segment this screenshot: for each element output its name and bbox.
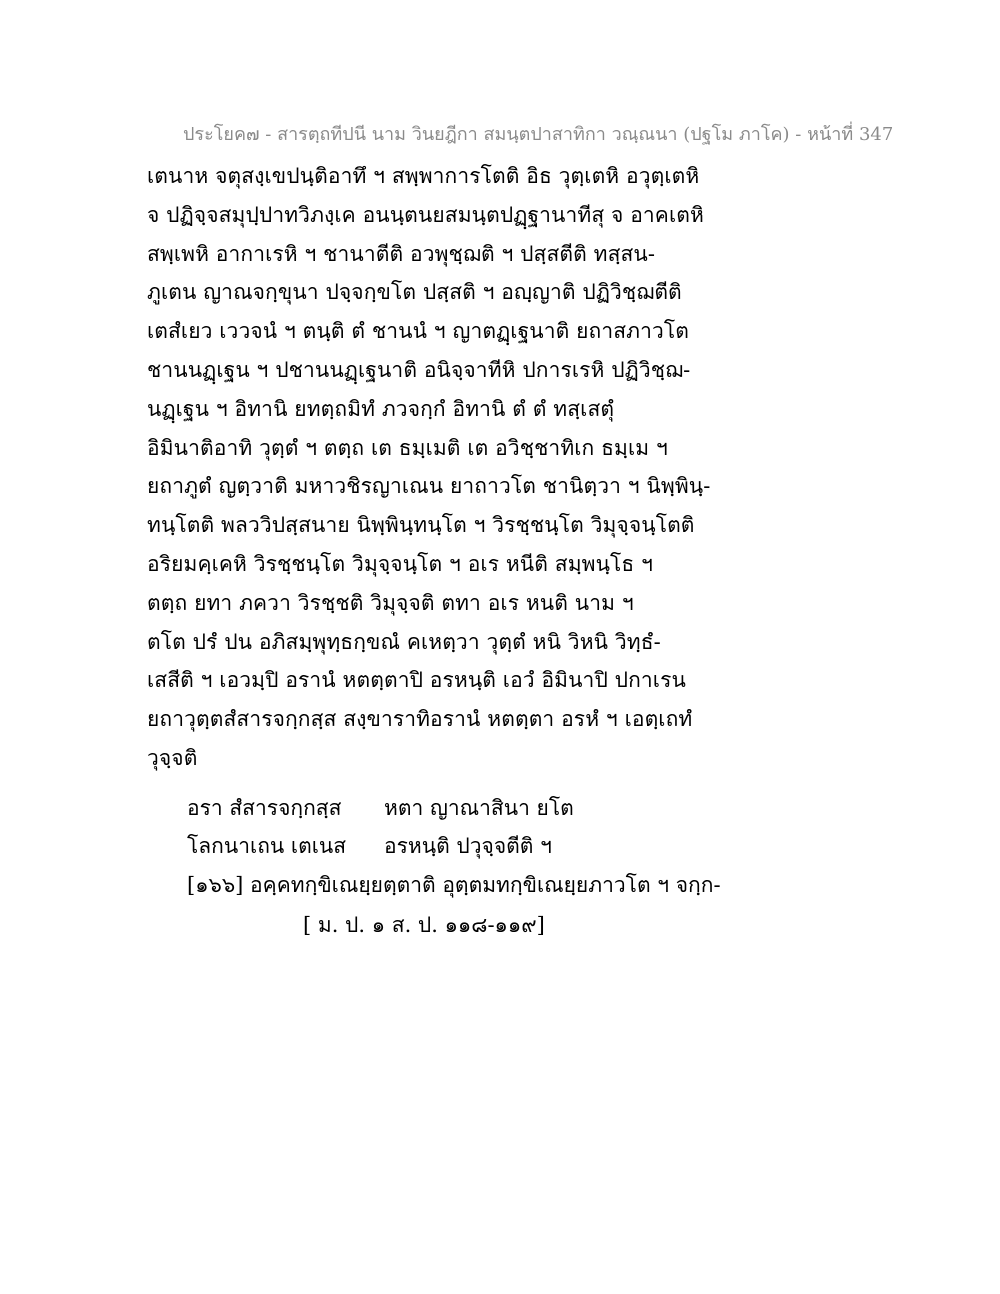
text-line: จ ปฏิจฺจสมุปฺปาทวิภงฺเค อนนฺตนยสมนฺตปฏฺฐานาทีสุ จ อาคเตหิ [147,202,704,227]
verse-first-half: อรา สํสารจกฺกสฺส [187,796,342,820]
text-line: ชานนฏฺเฐน ฯ ปชานนฏฺเฐนาติ อนิจฺจาทีหิ ปการเรหิ ปฏิวิชฺฌ- [147,357,691,382]
text-line: นฏฺเฐน ฯ อิทานิ ยทตฺถมิทํ ภวจกฺกํ อิทานิ ตํ ตํ ทสฺเสตุํ [147,396,615,421]
verse-second-half: อรหนฺติ ปวุจฺจตีติ ฯ [384,834,552,858]
page-reference: [ ม. ป. ๑ ส. ป. ๑๑๘-๑๑๙] [303,913,545,937]
verse-row [187,827,787,865]
verse-second-half: หตา ญาณาสินา ยโต [384,796,574,820]
text-line: ยถาวุตฺตสํสารจกฺกสฺส สงฺขาราทิอรานํ หตตฺตา อรหํ ฯ เอตฺเถทํ [147,707,693,732]
verse-first-half: โลกนาเถน เตเนส [187,834,347,858]
text-line: เตสํเยว เววจนํ ฯ ตนฺติ ตํ ชานนํ ฯ ญาตฏฺเฐนาติ ยถาสภาวโต [147,319,689,344]
verse-row [187,789,787,827]
text-line: อิมินาติอาทิ วุตฺตํ ฯ ตตฺถ เต ธมฺเมติ เต อวิชฺชาทิเก ธมฺเม ฯ [147,435,668,460]
text-line: อริยมคฺเคหิ วิรชฺชนฺโต วิมุจฺจนฺโต ฯ อเร หนีติ สมฺพนฺโธ ฯ [147,551,653,576]
running-header: ประโยค๗ - สารตฺถทีปนี นาม วินยฎีกา สมนฺตปาสาทิกา วณฺณนา (ปฐโม ภาโค) - หน้าที่ 347 [183,124,894,145]
numbered-paragraph: [๑๖๖] อคฺคทกฺขิเณยฺยตฺตาติ อุตฺตมทกฺขิเณยฺยภาวโต ฯ จกฺก- [187,873,721,897]
text-line: ภูเตน ญาณจกฺขุนา ปจฺจกฺขโต ปสฺสติ ฯ อญฺญาติ ปฏิวิชฺฌตีติ [147,280,682,305]
text-line: เตนาห จตุสงฺเขปนฺติอาทึ ฯ สพฺพาการโตติ อิธ วุตฺเตหิ อวุตฺเตหิ [147,164,700,188]
verse-block [187,789,787,865]
text-line: ตตฺถ ยทา ภควา วิรชฺชติ วิมุจฺจติ ตทา อเร หนติ นาม ฯ [147,590,634,615]
body-text [147,157,867,778]
text-line: เสสีติ ฯ เอวมฺปิ อรานํ หตตฺตาปิ อรหนฺติ เอวํ อิมินาปิ ปกาเรน [147,668,686,693]
text-line: ทนฺโตติ พลววิปสฺสนาย นิพฺพินฺทนฺโต ฯ วิรชฺชนฺโต วิมุจฺจนฺโตติ [147,513,695,538]
text-line: วุจฺจติ [147,745,198,770]
text-line: สพฺเพหิ อากาเรหิ ฯ ชานาตีติ อวพุชฺฌติ ฯ ปสฺสตีติ ทสฺสน- [147,241,656,266]
text-line: ยถาภูตํ ญตฺวาติ มหาวชิรญาเณน ยาถาวโต ชานิตฺวา ฯ นิพฺพินฺ- [147,474,711,499]
text-line: ตโต ปรํ ปน อภิสมฺพุทฺธกฺขณํ คเหตฺวา วุตฺตํ หนิ วิหนิ วิทฺธํ- [147,629,661,654]
